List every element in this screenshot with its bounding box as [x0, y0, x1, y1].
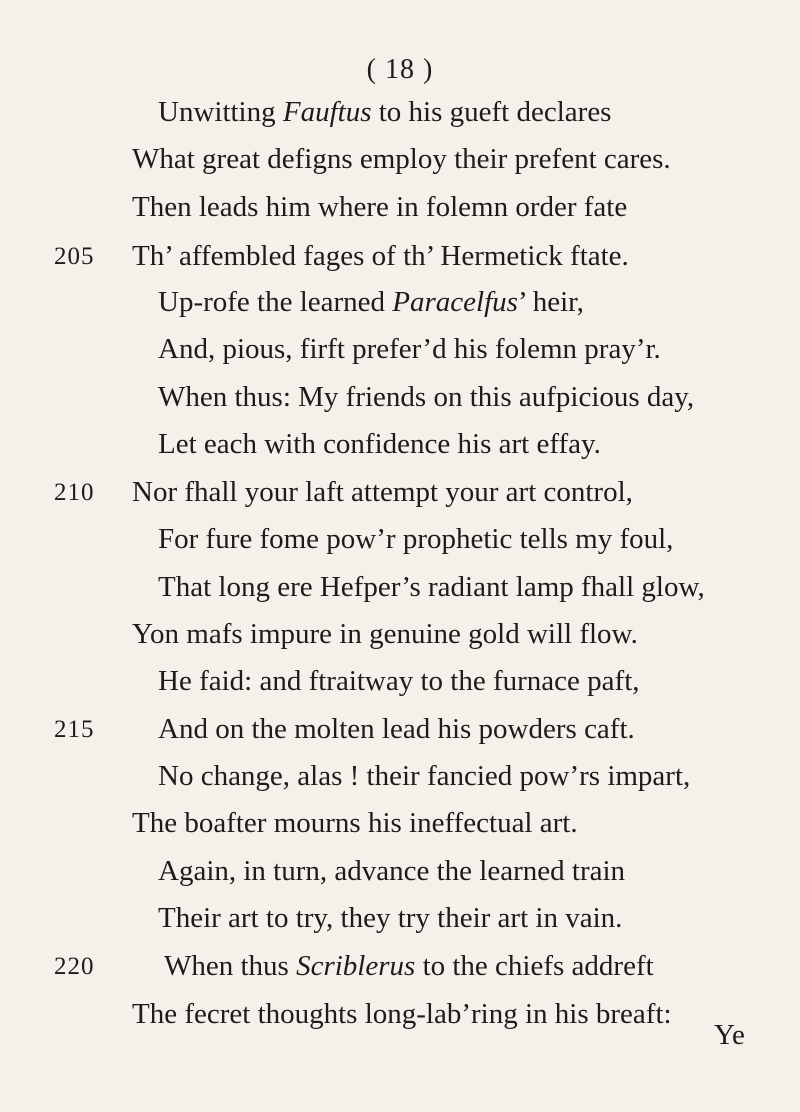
verse-fragment: Th’ affembled fages of th’ Hermetick ftate. — [132, 240, 629, 272]
verse-fragment: ’ heir, — [517, 286, 584, 318]
verse-text — [132, 997, 672, 1032]
verse-text — [158, 380, 694, 415]
verse-text — [158, 95, 611, 130]
verse-text — [158, 854, 625, 889]
verse-text — [158, 285, 584, 320]
verse-fragment: Then leads him where in folemn order fate — [132, 191, 628, 223]
verse-text — [132, 142, 671, 177]
verse-text — [132, 617, 638, 652]
verse-fragment: The fecret thoughts long-lab’ring in his breaft: — [132, 998, 672, 1030]
verse-fragment: That long ere Hefper’s radiant lamp fhall glow, — [158, 571, 705, 603]
verse-text — [132, 806, 578, 841]
verse-text — [132, 475, 633, 510]
verse-text — [158, 901, 622, 936]
verse-fragment: No change, alas ! their fancied pow’rs impart, — [158, 760, 691, 792]
verse-fragment: Nor fhall your laft attempt your art control, — [132, 476, 633, 508]
verse-fragment: Their art to try, they try their art in vain. — [158, 902, 623, 934]
verse-fragment: For fure fome pow’r prophetic tells my foul, — [158, 523, 674, 555]
italic-name: Paracelfus — [392, 286, 518, 318]
italic-name: Scriblerus — [296, 950, 416, 982]
line-number: 215 — [54, 716, 95, 743]
line-number: 220 — [54, 953, 95, 980]
verse-fragment: Again, in turn, advance the learned train — [158, 855, 626, 887]
verse-fragment: And on the molten lead his powders caft. — [158, 713, 635, 745]
verse-fragment: Yon mafs impure in genuine gold will flow. — [132, 618, 638, 650]
verse-text — [164, 949, 654, 984]
verse-fragment: What great defigns employ their prefent cares. — [132, 143, 671, 175]
verse-fragment: The boafter mourns his ineffectual art. — [132, 807, 578, 839]
verse-text — [158, 427, 601, 462]
verse-text — [158, 759, 690, 794]
verse-text — [158, 522, 673, 557]
line-number: 210 — [54, 479, 95, 506]
verse-text — [158, 712, 635, 747]
page-number: ( 18 ) — [366, 54, 434, 85]
verse-fragment: Let each with confidence his art effay. — [158, 428, 601, 460]
catchword: Ye — [714, 1019, 745, 1051]
verse-text — [158, 332, 661, 367]
verse-text — [158, 664, 640, 699]
verse-fragment: And, pious, firft prefer’d his folemn pray’r. — [158, 333, 661, 365]
verse-text — [132, 190, 627, 225]
italic-name: Fauftus — [282, 96, 372, 128]
verse-fragment: Up-rofe the learned — [158, 286, 393, 318]
verse-fragment: to his gueft declares — [371, 96, 612, 128]
verse-fragment: When thus: My friends on this aufpicious day, — [158, 381, 695, 413]
verse-fragment: to the chiefs addreft — [415, 950, 654, 982]
verse-fragment: Unwitting — [158, 96, 283, 128]
line-number: 205 — [54, 243, 95, 270]
verse-text — [158, 570, 705, 605]
verse-fragment: He faid: and ftraitway to the furnace paft, — [158, 665, 640, 697]
verse-text — [132, 239, 629, 274]
verse-fragment: When thus — [164, 950, 297, 982]
